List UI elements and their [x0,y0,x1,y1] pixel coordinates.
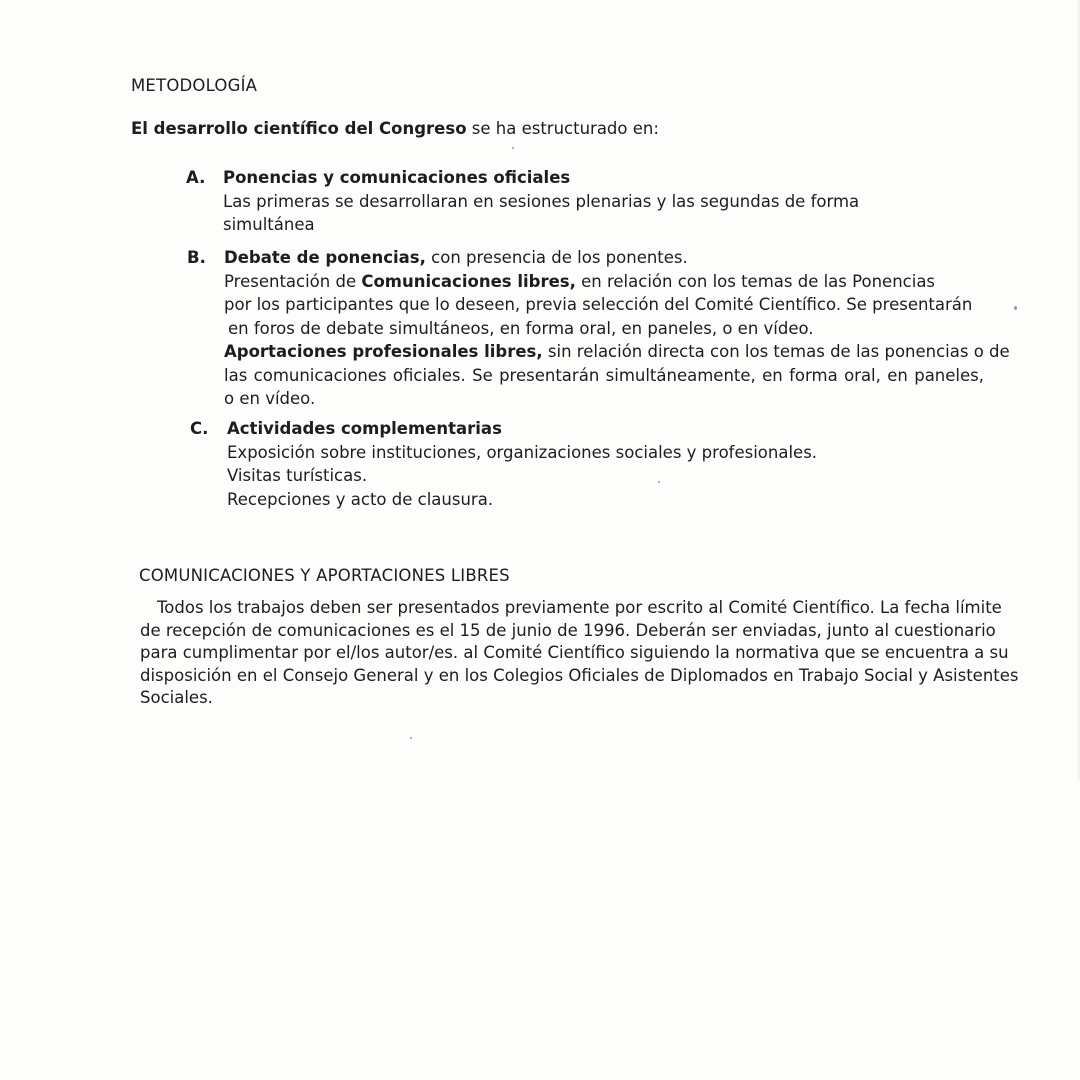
item-b-p1-line-2: por los participantes que lo deseen, previa selección del Comité Científico. Se presentarán [224,295,973,314]
paragraph-line-5: Sociales. [140,688,213,707]
item-b-p2-line-2: las comunicaciones oficiales. Se presentarán simultáneamente, en forma oral, en paneles, [224,365,984,385]
list-letter-a: A. [186,168,206,187]
comunicaciones-paragraph [140,597,1019,710]
item-a-line-2: simultánea [223,215,315,234]
item-b-p2-first-line [224,340,1010,364]
item-c-line-1: Exposición sobre instituciones, organizaciones sociales y profesionales. [227,442,818,462]
scan-edge-shadow [1076,0,1080,780]
item-b-title-rest: con presencia de los ponentes. [425,248,688,267]
list-body-c [227,417,997,511]
paragraph-line-3: para cumplimentar por el/los autor/es. al Comité Científico siguiendo la normativa que se encuentra a su [140,643,1009,662]
item-b-p2-line-3: o en vídeo. [224,389,316,408]
list-letter-b: B. [187,248,206,267]
item-b-p2-rest: sin relación directa con los temas de las ponencias o de [542,342,1010,361]
section-heading-comunicaciones: COMUNICACIONES Y APORTACIONES LIBRES [139,566,510,585]
item-a-title: Ponencias y comunicaciones oficiales [223,168,571,187]
item-c-line-3: Recepciones y acto de clausura. [227,489,494,509]
list-letter-c: C. [190,419,209,438]
item-b-p1-line-3: en foros de debate simultáneos, en forma oral, en paneles, o en vídeo. [228,318,814,338]
scan-speck [1014,306,1017,310]
item-b-p1-rest: en relación con los temas de las Ponencias [575,271,936,291]
scan-speck [658,481,660,483]
item-b-title-line [224,246,994,270]
intro-bold: El desarrollo científico del Congreso [131,119,467,138]
intro-sentence [131,119,659,138]
section-heading-metodologia: METODOLOGÍA [131,76,258,95]
paragraph-line-4: disposición en el Consejo General y en los Colegios Oficiales de Diplomados en Trabajo Social y Asistentes [140,665,1019,685]
item-c-title: Actividades complementarias [227,419,502,438]
list-body-b [224,246,1010,411]
item-a-line-1: Las primeras se desarrollaran en sesiones plenarias y las segundas de forma [223,191,860,211]
paragraph-line-2: de recepción de comunicaciones es el 15 de junio de 1996. Deberán ser enviadas, junto al cuestionario [140,620,996,640]
item-c-line-2: Visitas turísticas. [227,466,368,485]
item-b-p2-bold: Aportaciones profesionales libres, [224,342,543,361]
item-b-p1-bold: Comunicaciones libres, [361,271,576,291]
intro-rest: se ha estructurado en: [466,119,659,138]
list-body-a [223,166,993,237]
item-b-p1-start: Presentación de [224,271,362,291]
scan-speck [512,147,514,149]
item-b-p1-first-line [224,270,994,294]
item-b-title: Debate de ponencias, [224,248,426,267]
scan-speck [410,737,412,739]
paragraph-line-1: Todos los trabajos deben ser presentados previamente por escrito al Comité Científico. La fecha límite [157,598,1002,617]
